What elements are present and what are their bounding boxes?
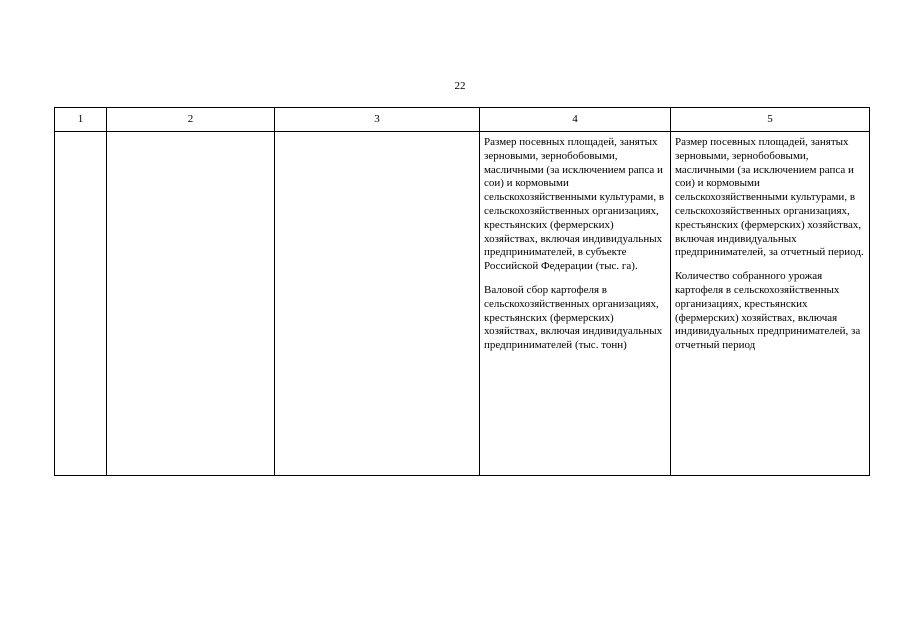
column-header-1: 1 xyxy=(55,108,107,132)
data-table xyxy=(54,107,870,476)
cell-col-3 xyxy=(275,132,480,476)
cell-col-5 xyxy=(671,132,870,476)
column-header-4: 4 xyxy=(480,108,671,132)
page-number: 22 xyxy=(454,80,466,92)
table-header-row xyxy=(55,108,870,132)
cell-col-2 xyxy=(107,132,275,476)
cell-col-4 xyxy=(480,132,671,476)
potato-harvest-indicator-text: Валовой сбор картофеля в сельскохозяйственных организациях, крестьянских (фермерских) хозяйствах, включая индивидуальных предпринимателей (тыс. тонн) xyxy=(484,283,663,352)
column-header-2: 2 xyxy=(107,108,275,132)
cell-col-1 xyxy=(55,132,107,476)
sown-area-result-text: Размер посевных площадей, занятых зерновыми, зернобобовыми, масличными (за исключением рапса и сои) и кормовыми сельскохозяйственными культурами, в сельскохозяйственных организациях, крестьянских (фермерских) хозяйствах, включая индивидуальных предпринимателей, за отчетный период. xyxy=(675,136,864,259)
sown-area-indicator-text: Размер посевных площадей, занятых зерновыми, зернобобовыми, масличными (за исключением рапса и сои) и кормовыми сельскохозяйственными культурами, в сельскохозяйственных организациях, крестьянских (фермерских) хозяйствах, включая индивидуальных предпринимателей, в субъекте Российской Федерации (тыс. га). xyxy=(484,136,665,273)
column-header-3: 3 xyxy=(275,108,480,132)
table-row xyxy=(55,132,870,476)
potato-harvest-result-text: Количество собранного урожая картофеля в сельскохозяйственных организациях, крестьянских (фермерских) хозяйствах, включая индивидуальных предпринимателей, за отчетный период xyxy=(675,270,861,352)
column-header-5: 5 xyxy=(671,108,870,132)
